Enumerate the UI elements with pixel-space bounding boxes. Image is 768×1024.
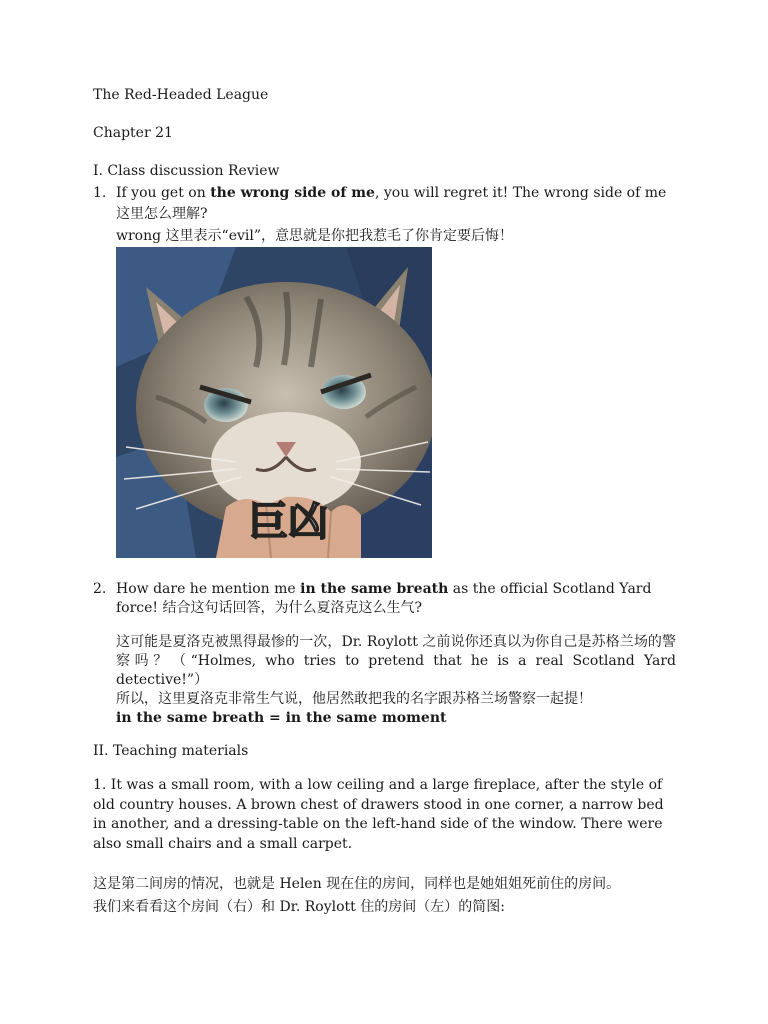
- material-zh-line-1: 这是第二间房的情况，也就是 Helen 现在住的房间，同样也是她姐姐死前住的房间。: [93, 876, 621, 892]
- item-2-definition: in the same breath = in the same moment: [116, 710, 447, 726]
- item-1-answer: wrong 这里表示“evil”，意思就是你把我惹毛了你肯定要后悔！: [116, 228, 513, 244]
- cat-illustration: [116, 247, 432, 558]
- material-zh-line-2: 我们来看看这个房间（右）和 Dr. Roylott 住的房间（左）的简图:: [93, 899, 505, 915]
- item-1-text-bold: the wrong side of me: [210, 185, 375, 201]
- item-2-text-pre: How dare he mention me: [116, 581, 301, 597]
- item-2-text-post: as the official Scotland Yard: [448, 581, 652, 597]
- item-number-2: 2.: [93, 581, 107, 597]
- document-title: The Red-Headed League: [93, 87, 269, 103]
- item-2-explanation: 这可能是夏洛克被黑得最惨的一次，Dr. Roylott 之前说你还真以为你自己是苏格兰场的警察吗？（“Holmes, who tries to pretend that he is a real Scotland Yard detective!”）: [116, 634, 676, 688]
- item-1-question-cont: 这里怎么理解?: [116, 206, 208, 222]
- angry-cat-image: [116, 247, 432, 558]
- image-caption-text: 巨凶: [248, 499, 328, 545]
- item-2-conclusion: 所以，这里夏洛克非常生气说，他居然敢把我的名字跟苏格兰场警察一起提！: [116, 691, 592, 707]
- item-number-1: 1.: [93, 185, 107, 201]
- item-2-text-bold: in the same breath: [300, 581, 449, 597]
- item-1-text-pre: If you get on: [116, 185, 211, 201]
- item-2-question-cont: force! 结合这句话回答，为什么夏洛克这么生气?: [116, 600, 423, 616]
- chapter-heading: Chapter 21: [93, 125, 173, 141]
- item-1-text-post: , you will regret it! The wrong side of me: [374, 185, 667, 201]
- material-1-paragraph: 1. It was a small room, with a low ceiling and a large fireplace, after the style of old country houses. A brown chest of drawers stood in one corner, a narrow bed in another, and a dressing-table on the left-hand side of the window. There were also small chairs and a small carpet.: [93, 777, 664, 852]
- item-2-question: [116, 580, 651, 599]
- section-heading-review: I. Class discussion Review: [93, 163, 280, 179]
- item-1-question: [116, 184, 666, 203]
- section-heading-materials: II. Teaching materials: [93, 743, 249, 759]
